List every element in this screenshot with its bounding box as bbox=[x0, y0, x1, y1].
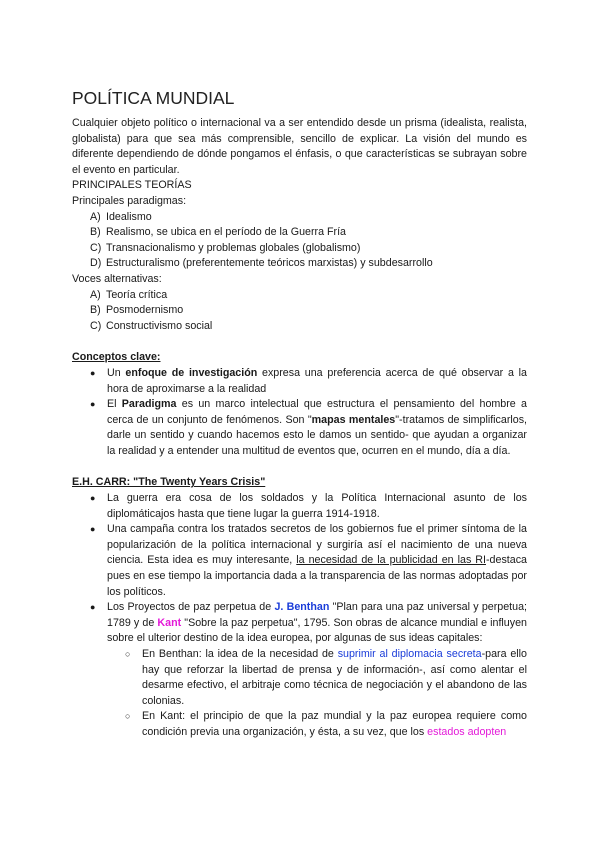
document-page bbox=[72, 88, 527, 741]
list-item: ○ En Kant: el principio de que la paz mundial y la paz europea requiere como condición previa una organización, y ésta, a su vez, que los estados adopten bbox=[125, 710, 527, 738]
circle-bullet-icon: ○ bbox=[125, 649, 131, 659]
list-item-text: Realismo, se ubica en el período de la Guerra Fría bbox=[106, 226, 346, 239]
circle-bullet-icon: ○ bbox=[125, 711, 131, 722]
intro-paragraph: Cualquier objeto político o internacional va a ser entendido desde un prisma (idealista, realista, globalista) para que sea más comprensible, sencillo de explicar. La visión del mundo es diferente dependiendo de dónde pongamos el énfasis, o que características se subrayan sobre el evento en particular. bbox=[72, 117, 527, 176]
list-item: ● Los Proyectos de paz perpetua de J. Benthan "Plan para una paz universal y perpetua; 1789 y de Kant "Sobre la paz perpetua", 1795. Son obras de alcance mundial e influyen sobre el ulterior destino de la idea europea, por algunas de sus ideas capitales: ○ En Benthan: la idea de la necesidad de suprimir al diplomacia secreta-para ello hay que reforzar la libertad de prensa y de información-, así como alentar el desarme efectivo, el arbitraje como técnica de negociación y el abandono de las colonias. ○ En Kant: el principio de que la paz mundial y la paz europea requiere como condición previa una organización, y ésta, a su vez, que los estados adopten bbox=[90, 600, 527, 740]
list-item-text: Teoría crítica bbox=[106, 288, 168, 301]
paradigmas-subheading: Principales paradigmas: bbox=[72, 194, 187, 207]
underlined-phrase: la necesidad de la publicidad en las RI bbox=[296, 554, 486, 567]
ideas-sublist bbox=[107, 647, 527, 741]
list-marker: A) bbox=[90, 288, 101, 301]
conceptos-heading: Conceptos clave: bbox=[72, 351, 161, 364]
paradigmas-list bbox=[72, 210, 527, 272]
list-marker: A) bbox=[90, 210, 101, 223]
list-item-text: Constructivismo social bbox=[106, 319, 213, 332]
list-item: ● La guerra era cosa de los soldados y la Política Internacional asunto de los diplomáticajos hasta que tiene lugar la guerra 1914-1918. bbox=[90, 492, 527, 520]
page-title: POLÍTICA MUNDIAL bbox=[72, 88, 235, 108]
list-item-text: Transnacionalismo y problemas globales (globalismo) bbox=[106, 241, 361, 254]
voces-heading: Voces alternativas: bbox=[72, 272, 162, 285]
bentham-name: J. Benthan bbox=[274, 601, 330, 614]
carr-heading: E.H. CARR: "The Twenty Years Crisis" bbox=[72, 476, 266, 489]
highlighted-phrase: estados adopten bbox=[427, 725, 507, 738]
list-item bbox=[90, 225, 527, 241]
voces-list bbox=[72, 288, 527, 335]
list-item bbox=[90, 303, 527, 319]
list-marker: B) bbox=[90, 304, 101, 317]
list-marker: D) bbox=[90, 257, 102, 270]
conceptos-list bbox=[72, 366, 527, 460]
principales-heading: PRINCIPALES TEORÍAS bbox=[72, 179, 192, 192]
bold-term: Paradigma bbox=[121, 398, 177, 411]
carr-list bbox=[72, 491, 527, 741]
bullet-icon: ● bbox=[90, 399, 96, 410]
list-marker: C) bbox=[90, 319, 102, 332]
list-item: ● Un enfoque de investigación expresa una preferencia acerca de qué observar a la hora de aproximarse a la realidad bbox=[90, 366, 527, 395]
list-marker: B) bbox=[90, 226, 101, 239]
list-item: ● El Paradigma es un marco intelectual que estructura el pensamiento del hombre a cerca de un conjunto de fenómenos. Son "mapas mentales"-tratamos de simplificarlos, darle un sentido y cuando hacemos esto le damos un sentido- que ayudan a organizar la realidad y a entender una multitud de eventos que, ocurren en el mundo, día a día. bbox=[90, 398, 528, 457]
list-item-text: Estructuralismo (preferentemente teóricos marxistas) y subdesarrollo bbox=[106, 257, 433, 270]
bullet-icon: ● bbox=[90, 367, 96, 378]
bullet-icon: ● bbox=[90, 493, 96, 504]
kant-name: Kant bbox=[157, 616, 182, 629]
list-item-text: Idealismo bbox=[106, 210, 152, 223]
highlighted-phrase: suprimir al diplomacia secreta bbox=[337, 648, 482, 660]
list-item bbox=[90, 210, 527, 226]
bullet-icon: ● bbox=[90, 602, 96, 613]
list-item: ○ En Benthan: la idea de la necesidad de suprimir al diplomacia secreta-para ello hay que reforzar la libertad de prensa y de información-, así como alentar el desarme efectivo, el arbitraje como técnica de negociación y el abandono de las colonias. bbox=[125, 648, 527, 707]
bold-term: enfoque de investigación bbox=[125, 366, 258, 379]
list-item-text: Posmodernismo bbox=[106, 304, 184, 317]
list-marker: C) bbox=[90, 241, 102, 254]
list-item bbox=[90, 319, 527, 335]
bold-term: mapas mentales bbox=[311, 413, 396, 426]
list-item bbox=[90, 256, 527, 272]
list-item: ● Una campaña contra los tratados secretos de los gobiernos fue el primer síntoma de la popularización de la política internacional y surgiría así el nacimiento de una nueva ciencia. Esta idea es muy interesante, la necesidad de la publicidad en las RI-destaca pues en ese tiempo la importancia dada a la transparencia de las normas adoptadas por los políticos. bbox=[90, 523, 527, 598]
list-item bbox=[90, 241, 527, 257]
list-item bbox=[90, 288, 527, 304]
bullet-icon: ● bbox=[90, 524, 96, 535]
